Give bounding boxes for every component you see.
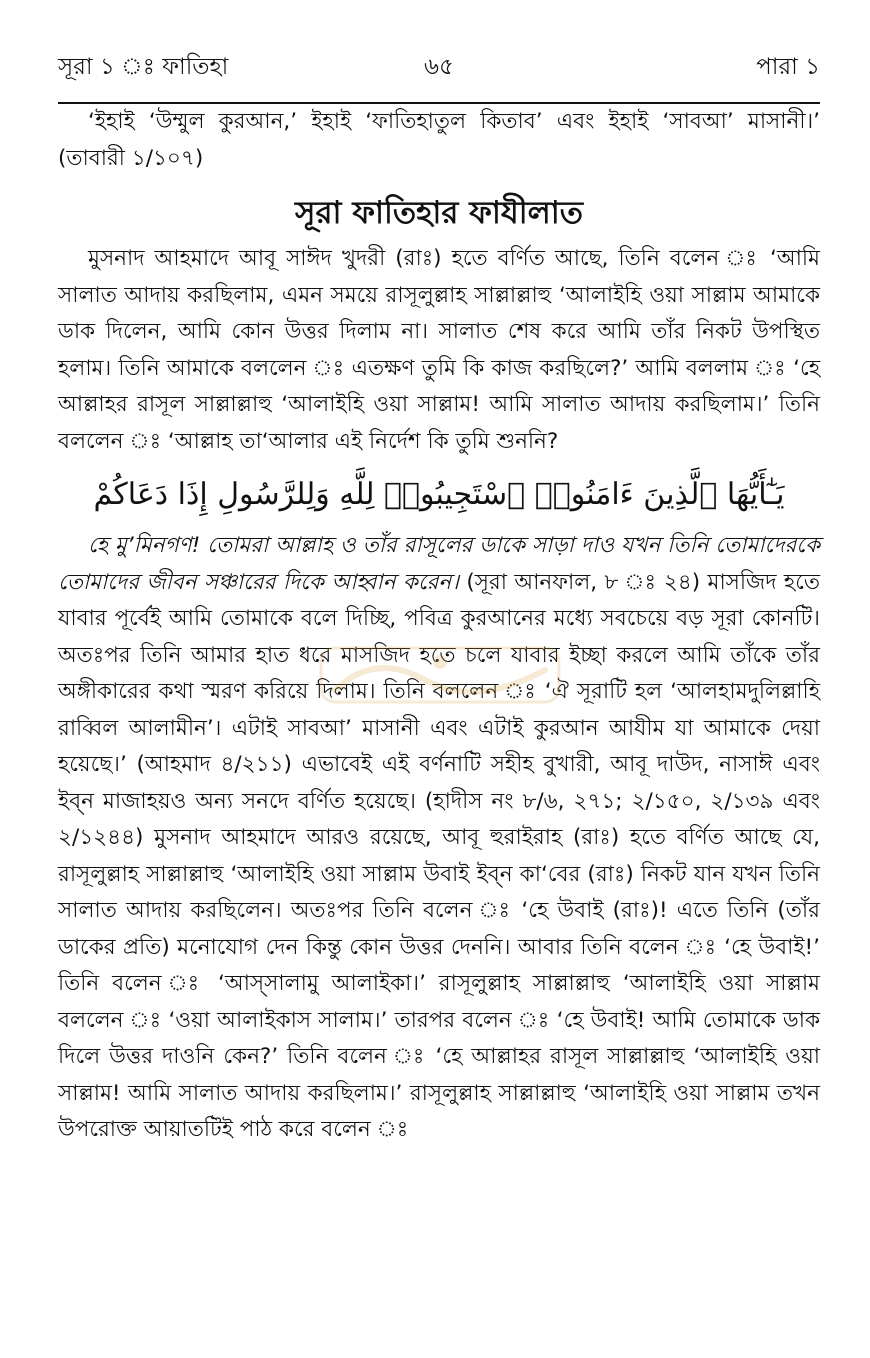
body-paragraph-2 xyxy=(58,528,820,1149)
header-surah-name: সূরা ১ ঃ ফাতিহা xyxy=(58,54,229,80)
body-paragraph-2-text: (সূরা আনফাল, ৮ ঃ ২৪) মাসজিদ হতে যাবার পূর্বেই আমি তোমাকে বলে দিচ্ছি, পবিত্র কুরআনের মধ্যে সবচেয়ে বড় সূরা কোনটি। অতঃপর তিনি আমার হাত ধরে মাসজিদ হতে চলে যাবার ইচ্ছা করলে আমি তাঁকে তাঁর অঙ্গীকারের কথা স্মরণ করিয়ে দিলাম। তিনি বললেন ঃ ‘ঐ সূরাটি হল ‘আলহামদুলিল্লাহি রাব্বিল আলামীন’। এটাই সাবআ’ মাসানী এবং এটাই কুরআন আযীম যা আমাকে দেয়া হয়েছে।’ (আহমাদ ৪/২১১) এভাবেই এই বর্ণনাটি সহীহ বুখারী, আবূ দাউদ, নাসাঈ এবং ইব্ন মাজাহয়ও অন্য সনদে বর্ণিত হয়েছে। (হাদীস নং ৮/৬, ২৭১; ২/১৫০, ২/১৩৯ এবং ২/১২৪৪) মুসনাদ আহমাদে আরও রয়েছে, আবূ হুরাইরাহ (রাঃ) হতে বর্ণিত আছে যে, রাসূলুল্লাহ সাল্লাল্লাহু ‘আলাইহি ওয়া সাল্লাম উবাই ইব্ন কা‘বের (রাঃ) নিকট যান যখন তিনি সালাত আদায় করছিলেন। অতঃপর তিনি বলেন ঃ ‘হে উবাই (রাঃ)! এতে তিনি (তাঁর ডাকের প্রতি) মনোযোগ দেন কিন্তু কোন উত্তর দেননি। আবার তিনি বলেন ঃ ‘হে উবাই!’ তিনি বলেন ঃ ‘আস্সালামু আলাইকা।’ রাসূলুল্লাহ সাল্লাল্লাহু ‘আলাইহি ওয়া সাল্লাম বললেন ঃ ‘ওয়া আলাইকাস সালাম।’ তারপর বলেন ঃ ‘হে উবাই! আমি তোমাকে ডাক দিলে উত্তর দাওনি কেন?’ তিনি বলেন ঃ ‘হে আল্লাহর রাসূল সাল্লাল্লাহু ‘আলাইহি ওয়া সাল্লাম! আমি সালাত আদায় করছিলাম।’ রাসূলুল্লাহ সাল্লাল্লাহু ‘আলাইহি ওয়া সাল্লাম তখন উপরোক্ত আয়াতটিই পাঠ করে বলেন ঃ xyxy=(58,569,821,1142)
verse-translation: হে মু’মিনগণ! তোমরা আল্লাহ ও তাঁর রাসূলের ডাকে সাড়া দাও যখন তিনি তোমাদেরকে তোমাদের জীবন সঞ্চারের দিকে আহ্বান করেন। xyxy=(58,533,820,595)
page xyxy=(58,48,820,1149)
section-title: সূরা ফাতিহার ফাযীলাত xyxy=(295,195,583,231)
page-number: ৬৫ xyxy=(424,54,454,80)
header-para: পারা ১ xyxy=(756,54,820,80)
running-header xyxy=(58,48,820,94)
intro-paragraph: ‘ইহাই ‘উম্মুল কুরআন,’ ইহাই ‘ফাতিহাতুল কিতাব’ এবং ইহাই ‘সাবআ’ মাসানী।’ (তাবারী ১/১০৭) xyxy=(58,109,820,171)
body-paragraph-1: মুসনাদ আহমাদে আবূ সাঈদ খুদরী (রাঃ) হতে বর্ণিত আছে, তিনি বলেন ঃ ‘আমি সালাত আদায় করছিলাম, এমন সময়ে রাসূলুল্লাহ সাল্লাল্লাহু ‘আলাইহি ওয়া সাল্লাম আমাকে ডাক দিলেন, আমি কোন উত্তর দিলাম না। সালাত শেষ করে আমি তাঁর নিকট উপস্থিত হলাম। তিনি আমাকে বললেন ঃ এতক্ষণ তুমি কি কাজ করছিলে?’ আমি বললাম ঃ ‘হে আল্লাহর রাসূল সাল্লাল্লাহু ‘আলাইহি ওয়া সাল্লাম! আমি সালাত আদায় করছিলাম।’ তিনি বললেন ঃ ‘আল্লাহ তা‘আলার এই নির্দেশ কি তুমি শুননি? xyxy=(58,246,820,454)
arabic-verse: يَـٰٓأَيُّهَا ٱلَّذِينَ ءَامَنُوا۟ ٱسْتَجِيبُوا۟ لِلَّهِ وَلِلرَّسُولِ إِذَا دَعَاكُمْ xyxy=(93,477,785,512)
